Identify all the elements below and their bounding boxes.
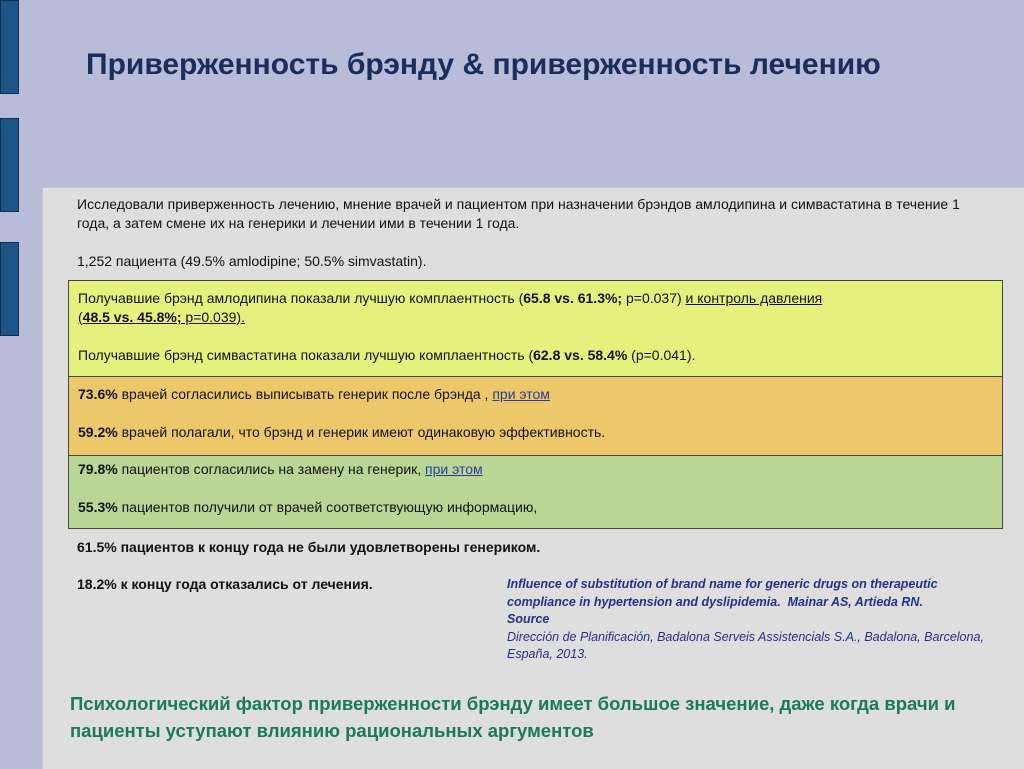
patients-opinion-box xyxy=(68,455,1003,529)
decorative-bar-3 xyxy=(0,242,19,336)
patients-stat-2: 55.3% пациентов получили от врачей соответствующую информацию, xyxy=(78,499,538,515)
amlodipine-result: Получавшие брэнд амлодипина показали лучшую комплаентность (65.8 vs. 61.3%; p=0.037) и контроль давления (48.5 vs. 45.8%; p=0.039). xyxy=(78,290,823,325)
conclusion-text: Психологический фактор приверженности брэнду имеет большое значение, даже когда врачи и пациенты уступают влиянию рациональных аргументов xyxy=(70,693,956,741)
doctors-link-pri-etom[interactable]: при этом xyxy=(492,386,550,402)
doctors-opinion-box xyxy=(68,376,1003,456)
simvastatin-result: Получавшие брэнд симвастатина показали лучшую комплаентность (62.8 vs. 58.4% (p=0.041). xyxy=(78,347,696,363)
reference-title: Influence of substitution of brand name for generic drugs on therapeutic compliance in hypertension and dyslipidemia. xyxy=(507,577,938,609)
decorative-bar-2 xyxy=(0,118,19,212)
patients-stat-1: 79.8% пациентов согласились на замену на генерик, при этом xyxy=(78,461,483,477)
decorative-bar-1 xyxy=(0,0,19,94)
reference-citation xyxy=(507,576,1002,664)
doctors-stat-2: 59.2% врачей полагали, что брэнд и генерик имеют одинаковую эффективность. xyxy=(78,424,606,440)
slide-title: Приверженность брэнду & приверженность лечению xyxy=(86,48,881,81)
intro-text: Исследовали приверженность лечению, мнение врачей и пациентом при назначении брэндов амлодипина и симвастатина в течение 1 года, а затем смене их на генерики и лечении ими в течении 1 года. xyxy=(77,196,960,231)
reference-authors: Mainar AS, Artieda RN. xyxy=(787,594,923,609)
reference-affiliation: Dirección de Planificación, Badalona Serveis Assistencials S.A., Badalona, Barcelona, España, 2013. xyxy=(507,629,984,661)
bp-control-label: и контроль давления xyxy=(685,290,823,306)
patients-link-pri-etom[interactable]: при этом xyxy=(425,461,483,477)
doctors-stat-1: 73.6% врачей согласились выписывать генерик после брэнда , при этом xyxy=(78,386,550,402)
patients-count: 1,252 пациента (49.5% amlodipine; 50.5% simvastatin). xyxy=(77,253,427,269)
unsatisfied-stat: 61.5% пациентов к концу года не были удовлетворены генериком. xyxy=(77,539,541,555)
refused-stat: 18.2% к концу года отказались от лечения. xyxy=(77,576,373,592)
brand-compliance-box xyxy=(68,280,1003,377)
reference-source-label: Source xyxy=(507,612,550,626)
